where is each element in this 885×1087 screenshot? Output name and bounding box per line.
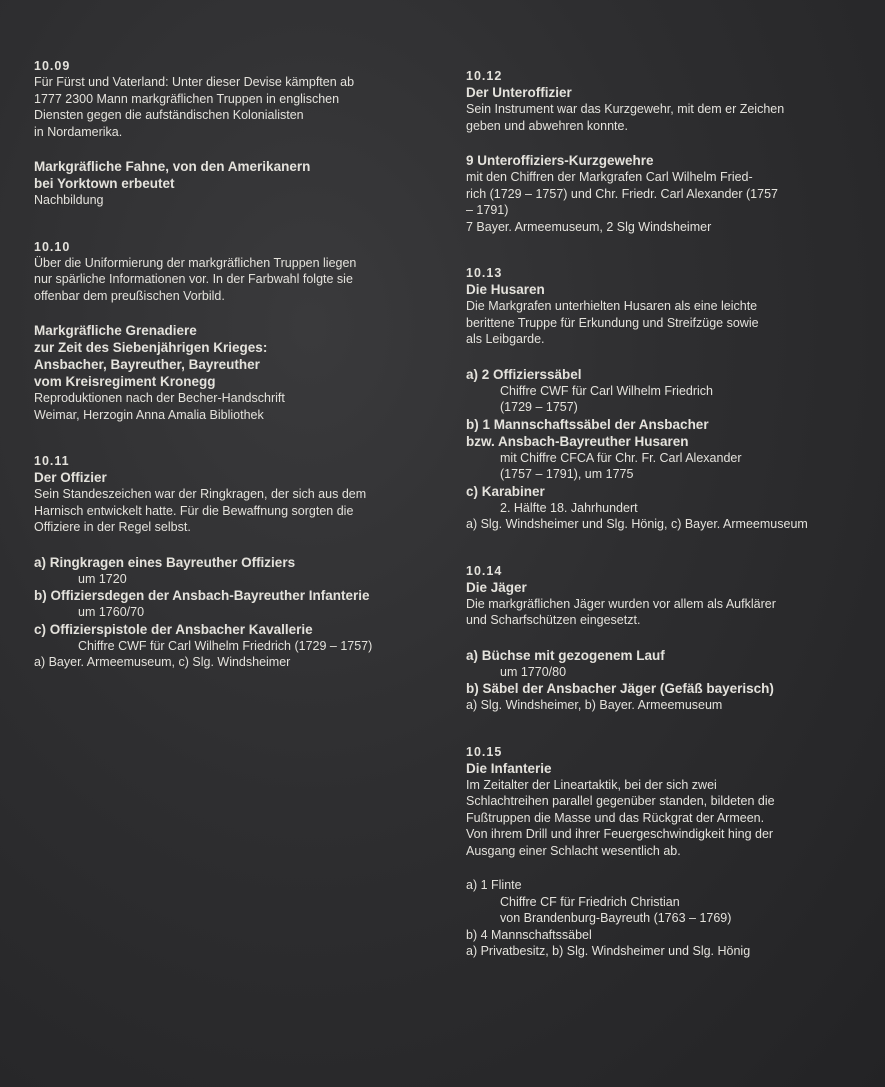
right-column bbox=[466, 68, 866, 960]
section-number: 10.12 bbox=[466, 69, 503, 83]
item-a-sub: um 1770/80 bbox=[500, 664, 567, 679]
item-b: b) 1 Mannschaftssäbel der Ansbacher bzw. Ansbach-Bayreuther Husaren bbox=[466, 416, 709, 449]
section-text: Über die Uniformierung der markgräflichen Truppen liegen nur spärliche Informationen vor. In der Farbwahl folgte sie offenbar dem preußischen Vorbild. bbox=[34, 255, 357, 303]
item-note: Reproduktionen nach der Becher-Handschrift Weimar, Herzogin Anna Amalia Bibliothek bbox=[34, 391, 285, 422]
section-number: 10.15 bbox=[466, 744, 503, 759]
item-b-sub: mit Chiffre CFCA für Chr. Fr. Carl Alexander (1757 – 1791), um 1775 bbox=[500, 450, 742, 481]
item-c-sub: Chiffre CWF für Carl Wilhelm Friedrich (1729 – 1757) bbox=[78, 638, 373, 653]
item-source: a) Slg. Windsheimer, b) Bayer. Armeemuseum bbox=[466, 698, 723, 712]
section-10-09 bbox=[34, 58, 434, 209]
item-b: b) Offiziersdegen der Ansbach-Bayreuther Infanterie bbox=[34, 588, 370, 603]
item-title: Markgräfliche Grenadiere zur Zeit des Siebenjährigen Krieges: Ansbacher, Bayreuther, Bayreuther vom Kreisregiment Kronegg bbox=[34, 323, 268, 389]
item-source: a) Bayer. Armeemuseum, c) Slg. Windsheimer bbox=[34, 655, 291, 669]
section-title: Der Offizier bbox=[34, 470, 107, 485]
item-b: b) 4 Mannschaftssäbel bbox=[466, 927, 592, 942]
item-c: c) Karabiner bbox=[466, 483, 545, 499]
item-c-sub: 2. Hälfte 18. Jahrhundert bbox=[500, 500, 638, 515]
section-10-14 bbox=[466, 563, 866, 714]
item-title: 9 Unteroffiziers-Kurzgewehre bbox=[466, 153, 654, 168]
section-text: Die Markgrafen unterhielten Husaren als eine leichte berittene Truppe für Erkundung und Streifzüge sowie als Leibgarde. bbox=[466, 299, 759, 346]
left-column bbox=[34, 58, 434, 671]
item-b: b) Säbel der Ansbacher Jäger (Gefäß bayerisch) bbox=[466, 681, 774, 696]
section-number: 10.14 bbox=[466, 563, 503, 578]
item-a-sub: Chiffre CWF für Carl Wilhelm Friedrich (1729 – 1757) bbox=[500, 383, 713, 414]
item-a-sub: um 1720 bbox=[78, 571, 127, 586]
item-a-sub: Chiffre CF für Friedrich Christian von Brandenburg-Bayreuth (1763 – 1769) bbox=[500, 894, 732, 925]
item-a: a) 2 Offizierssäbel bbox=[466, 366, 582, 382]
section-10-11 bbox=[34, 453, 434, 671]
section-title: Der Unteroffizier bbox=[466, 85, 572, 100]
section-10-13 bbox=[466, 265, 866, 533]
item-a: a) Ringkragen eines Bayreuther Offiziers bbox=[34, 554, 296, 570]
section-title: Die Infanterie bbox=[466, 760, 552, 776]
section-number: 10.13 bbox=[466, 266, 503, 280]
section-number: 10.09 bbox=[34, 59, 71, 73]
item-note: Nachbildung bbox=[34, 193, 104, 207]
section-text: Sein Standeszeichen war der Ringkragen, der sich aus dem Harnisch entwickelt hatte. Für die Bewaffnung sorgten die Offiziere in der Regel selbst. bbox=[34, 487, 367, 534]
section-text: Die markgräflichen Jäger wurden vor allem als Aufklärer und Scharfschützen eingesetzt. bbox=[466, 596, 776, 627]
item-b-sub: um 1760/70 bbox=[78, 605, 145, 619]
item-source: a) Slg. Windsheimer und Slg. Hönig, c) Bayer. Armeemuseum bbox=[466, 517, 808, 531]
item-source: a) Privatbesitz, b) Slg. Windsheimer und Slg. Hönig bbox=[466, 944, 751, 958]
section-text: Sein Instrument war das Kurzgewehr, mit dem er Zeichen geben und abwehren konnte. bbox=[466, 102, 785, 133]
item-c: c) Offizierspistole der Ansbacher Kavallerie bbox=[34, 621, 313, 637]
item-text: mit den Chiffren der Markgrafen Carl Wilhelm Fried- rich (1729 – 1757) und Chr. Friedr. Carl Alexander (1757 – 1791) bbox=[466, 170, 778, 217]
item-a: a) 1 Flinte bbox=[466, 878, 522, 892]
section-10-10 bbox=[34, 239, 434, 424]
section-number: 10.10 bbox=[34, 239, 71, 254]
section-text: Im Zeitalter der Lineartaktik, bei der sich zwei Schlachtreihen parallel gegenüber standen, bildeten die Fußtruppen die Masse und das Rückgrat der Armeen. Von ihrem Drill und ihrer Feuergeschwindigkeit hing der Ausgang einer Schlacht wesentlich ab. bbox=[466, 777, 775, 858]
item-title: Markgräfliche Fahne, von den Amerikanern bei Yorktown erbeutet bbox=[34, 159, 311, 191]
item-source: 7 Bayer. Armeemuseum, 2 Slg Windsheimer bbox=[466, 219, 712, 234]
section-title: Die Husaren bbox=[466, 282, 545, 297]
item-a: a) Büchse mit gezogenem Lauf bbox=[466, 647, 665, 663]
section-10-15 bbox=[466, 744, 866, 960]
section-text: Für Fürst und Vaterland: Unter dieser Devise kämpften ab 1777 2300 Mann markgräflichen Truppen in englischen Diensten gegen die aufständischen Kolonialisten in Nordamerika. bbox=[34, 75, 355, 139]
section-title: Die Jäger bbox=[466, 579, 527, 595]
section-10-12 bbox=[466, 68, 866, 235]
section-number: 10.11 bbox=[34, 454, 70, 468]
